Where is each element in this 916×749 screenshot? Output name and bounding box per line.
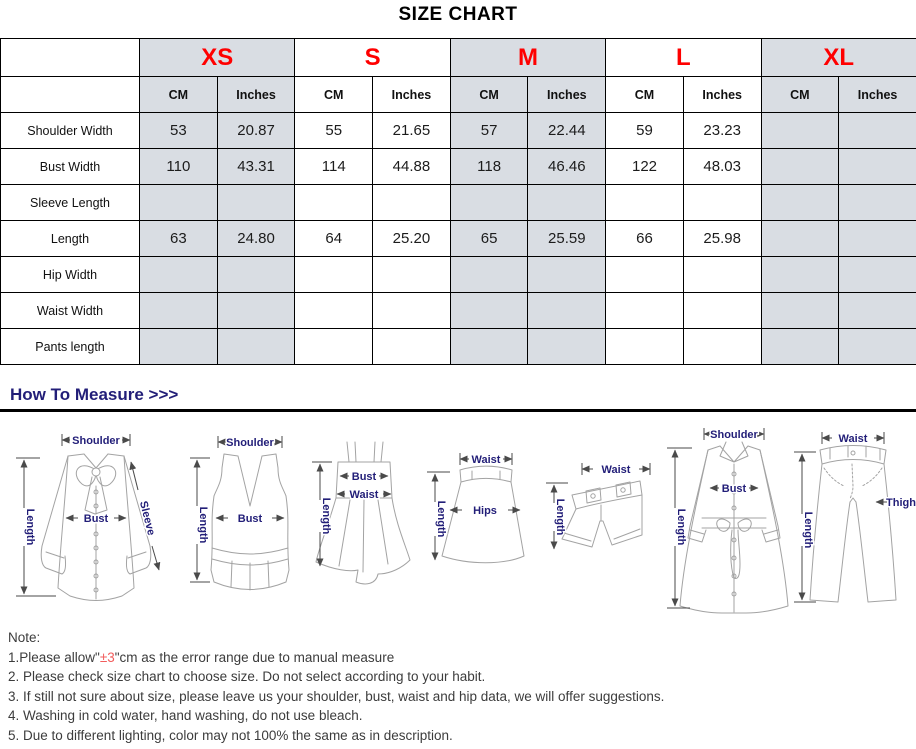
tank-length-label: Length (197, 506, 209, 544)
coat-shoulder-label: Shoulder (710, 429, 758, 441)
diagram-pants (790, 428, 916, 618)
size-header-m: M (450, 39, 605, 77)
measurement-cell (217, 329, 295, 365)
measurement-cell: 46.46 (528, 149, 606, 185)
measurement-cell (373, 257, 451, 293)
pants-dimensions (794, 432, 916, 602)
note-item: 3. If still not sure about size, please leave us your shoulder, bust, waist and hip data, we will offer suggestions. (8, 688, 665, 704)
measurement-cell: 59 (606, 113, 684, 149)
size-table (0, 38, 916, 365)
measurement-cell (450, 257, 528, 293)
unit-header: CM (761, 77, 839, 113)
dress-waist-label: Waist (349, 489, 379, 501)
measurement-cell (450, 329, 528, 365)
measurement-cell (373, 329, 451, 365)
size-header-xl: XL (761, 39, 916, 77)
measurement-cell: 48.03 (683, 149, 761, 185)
measurement-cell: 25.20 (373, 221, 451, 257)
measurement-cell (295, 329, 373, 365)
measurement-cell: 66 (606, 221, 684, 257)
row-label: Waist Width (1, 293, 140, 329)
size-header-xs: XS (140, 39, 295, 77)
shorts-dimensions (546, 463, 650, 549)
measurement-cell (839, 185, 916, 221)
table-row (1, 185, 916, 221)
measurement-cell (761, 149, 839, 185)
measurement-cell: 22.44 (528, 113, 606, 149)
measurement-cell (761, 293, 839, 329)
table-row (1, 293, 916, 329)
measurement-cell (295, 257, 373, 293)
unit-header: Inches (528, 77, 606, 113)
measurement-cell: 20.87 (217, 113, 295, 149)
measurement-cell (839, 149, 916, 185)
measurement-cell (217, 293, 295, 329)
note-item: 5. Due to different lighting, color may not 100% the same as in description. (8, 727, 453, 743)
measurement-cell: 110 (140, 149, 218, 185)
blouse-sleeve-label: Sleeve (136, 499, 158, 537)
measurement-cell (683, 185, 761, 221)
row-label: Bust Width (1, 149, 140, 185)
blouse-bust-label: Bust (83, 513, 109, 525)
corner-cell (1, 39, 140, 77)
measurement-cell: 114 (295, 149, 373, 185)
measurement-cell: 25.59 (528, 221, 606, 257)
measurement-cell (140, 329, 218, 365)
measurement-cell (528, 293, 606, 329)
measurement-cell: 55 (295, 113, 373, 149)
table-row (1, 329, 916, 365)
measurement-cell (761, 113, 839, 149)
diagram-blouse (8, 430, 183, 622)
row-label: Length (1, 221, 140, 257)
measurement-cell: 118 (450, 149, 528, 185)
diagram-slip-dress (306, 436, 424, 592)
row-label: Hip Width (1, 257, 140, 293)
skirt-length-label: Length (435, 500, 447, 538)
note-item: 2. Please check size chart to choose size. Do not select according to your habit. (8, 669, 486, 684)
table-row (1, 149, 916, 185)
coat-outline (680, 442, 788, 613)
how-to-measure-heading: How To Measure >>> (10, 385, 179, 404)
measurement-cell: 53 (140, 113, 218, 149)
measurement-cell (839, 293, 916, 329)
table-row (1, 113, 916, 149)
slip-dress-dimensions (312, 462, 391, 566)
measurement-cell (528, 257, 606, 293)
measurement-cell (839, 257, 916, 293)
pants-thigh-label: Thigh (886, 497, 916, 509)
shorts-length-label: Length (554, 498, 566, 536)
measurement-cell (373, 293, 451, 329)
notes-section (8, 628, 664, 745)
skirt-dimensions (427, 453, 520, 560)
measurement-cell (528, 185, 606, 221)
unit-header: Inches (683, 77, 761, 113)
measurement-cell (606, 257, 684, 293)
measurement-cell: 65 (450, 221, 528, 257)
row-label: Shoulder Width (1, 113, 140, 149)
measurement-cell: 57 (450, 113, 528, 149)
note-item: 1.Please allow"±3"cm as the error range due to manual measure (8, 649, 395, 665)
note-item: 4. Washing in cold water, hand washing, do not use bleach. (8, 708, 363, 723)
unit-header: CM (450, 77, 528, 113)
blouse-shoulder-label: Shoulder (72, 435, 120, 447)
unit-header: Inches (217, 77, 295, 113)
unit-header: Inches (373, 77, 451, 113)
measurement-cell (761, 329, 839, 365)
page-title: SIZE CHART (398, 4, 518, 25)
measurement-cell: 23.23 (683, 113, 761, 149)
unit-header: Inches (839, 77, 916, 113)
measurement-cell (761, 221, 839, 257)
pants-length-label: Length (802, 511, 814, 549)
size-header-s: S (295, 39, 450, 77)
tank-bust-label: Bust (237, 513, 263, 525)
measurement-cell: 21.65 (373, 113, 451, 149)
tank-top-dimensions (190, 436, 284, 582)
dress-length-label: Length (320, 497, 332, 535)
measurement-cell (217, 185, 295, 221)
size-header-l: L (606, 39, 761, 77)
measurement-cell: 44.88 (373, 149, 451, 185)
dress-bust-label: Bust (351, 471, 377, 483)
measurement-cell (140, 185, 218, 221)
measurement-cell (839, 113, 916, 149)
row-label: Pants length (1, 329, 140, 365)
table-row (1, 221, 916, 257)
measurement-cell (373, 185, 451, 221)
row-label: Sleeve Length (1, 185, 140, 221)
measurement-cell: 43.31 (217, 149, 295, 185)
measurement-cell: 24.80 (217, 221, 295, 257)
measurement-cell (295, 293, 373, 329)
measurement-cell (606, 293, 684, 329)
coat-length-label: Length (675, 508, 687, 546)
measurement-cell (450, 293, 528, 329)
table-row (1, 257, 916, 293)
measurement-cell (683, 293, 761, 329)
measurement-cell: 63 (140, 221, 218, 257)
pants-outline (810, 446, 896, 603)
measurement-cell: 64 (295, 221, 373, 257)
notes-heading: Note: (8, 630, 41, 645)
measurement-cell (683, 329, 761, 365)
measurement-cell (450, 185, 528, 221)
skirt-waist-label: Waist (471, 454, 501, 466)
unit-header: CM (140, 77, 218, 113)
unit-header: CM (606, 77, 684, 113)
measurement-cell (217, 257, 295, 293)
measurement-cell (683, 257, 761, 293)
diagram-skirt (424, 448, 536, 574)
corner-cell (1, 77, 140, 113)
measurement-cell (606, 329, 684, 365)
measurement-cell (528, 329, 606, 365)
notes-list (8, 648, 664, 746)
measurement-cell (761, 185, 839, 221)
skirt-hips-label: Hips (473, 505, 497, 517)
unit-header: CM (295, 77, 373, 113)
blouse-length-label: Length (24, 508, 36, 546)
measurement-cell (839, 221, 916, 257)
measurement-cell (140, 257, 218, 293)
diagram-coat (660, 426, 798, 626)
measurement-cell (295, 185, 373, 221)
measurement-cell (761, 257, 839, 293)
measurement-cell: 122 (606, 149, 684, 185)
measurement-cell (839, 329, 916, 365)
measurement-cell: 25.98 (683, 221, 761, 257)
measurement-cell (606, 185, 684, 221)
diagram-tank-top (184, 432, 312, 604)
measurement-cell (140, 293, 218, 329)
shorts-waist-label: Waist (601, 464, 631, 476)
pants-waist-label: Waist (838, 433, 868, 445)
coat-bust-label: Bust (721, 483, 747, 495)
shorts-outline (562, 481, 642, 547)
diagram-shorts (542, 455, 666, 563)
tank-shoulder-label: Shoulder (226, 437, 274, 449)
divider-rule (0, 409, 916, 412)
